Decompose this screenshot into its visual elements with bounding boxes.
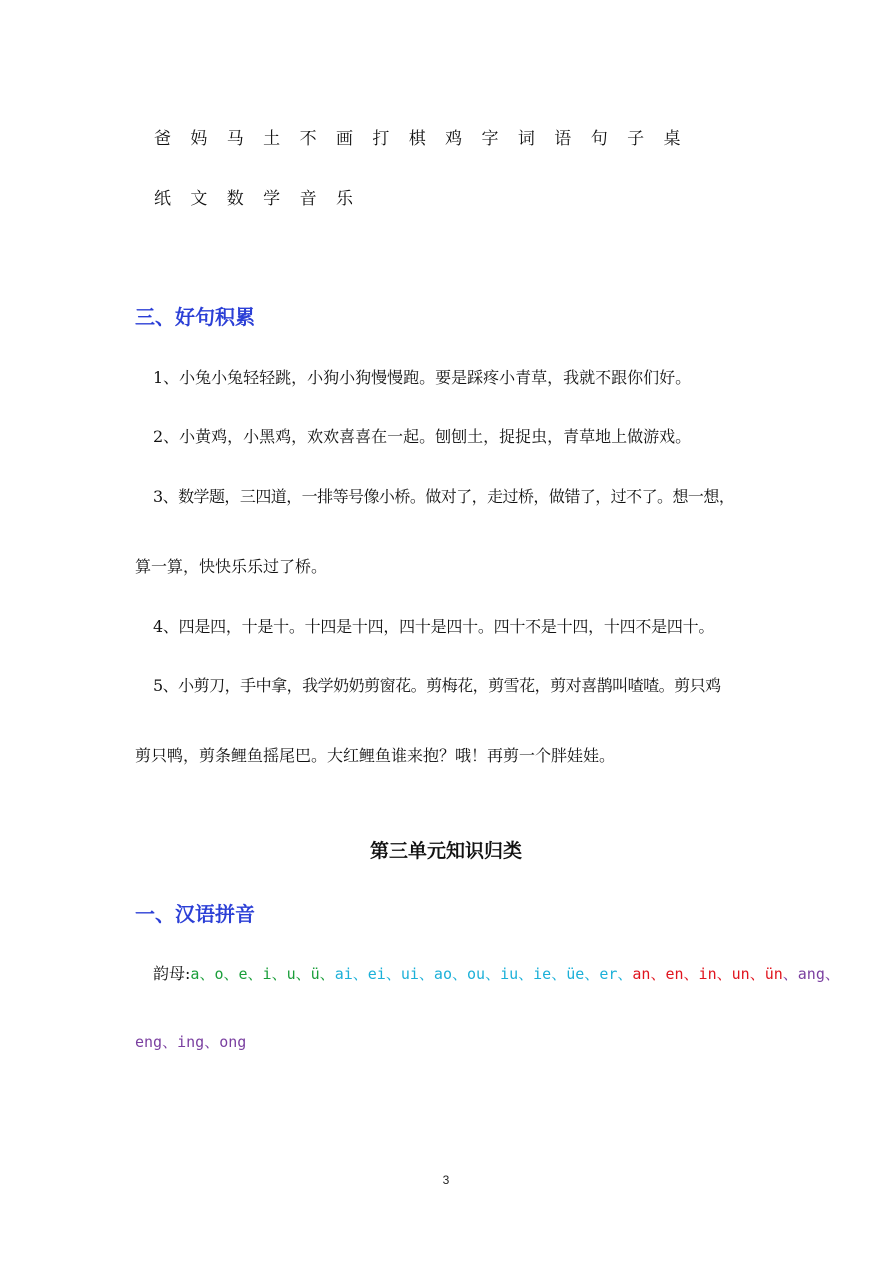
vocab-char: 土	[263, 129, 281, 149]
separator: 、	[782, 965, 798, 983]
final-syllable: un	[731, 965, 750, 983]
vocab-char: 棋	[408, 129, 426, 149]
final-syllable: ang	[797, 965, 825, 983]
separator: 、	[418, 965, 434, 983]
vocab-char: 马	[226, 129, 244, 149]
vocab-char: 数	[226, 189, 244, 209]
vocab-char: 语	[554, 129, 572, 149]
page-number: 3	[442, 1173, 450, 1187]
finals-list-cont	[135, 1032, 246, 1051]
vocab-char: 鸡	[445, 129, 463, 149]
final-syllable: en	[665, 965, 684, 983]
pinyin-line-2	[135, 1031, 246, 1052]
final-syllable: e	[238, 965, 248, 983]
final-syllable: iu	[500, 965, 519, 983]
final-syllable: in	[698, 965, 717, 983]
vocab-char: 字	[481, 129, 499, 149]
final-syllable: a	[190, 965, 200, 983]
vocab-char: 音	[299, 189, 317, 209]
vocab-char: 学	[263, 189, 281, 209]
final-syllable: an	[632, 965, 651, 983]
final-syllable: ie	[533, 965, 552, 983]
final-syllable: ing	[177, 1033, 205, 1051]
separator: 、	[204, 1033, 220, 1051]
separator: 、	[824, 965, 840, 983]
vocab-char: 打	[372, 129, 390, 149]
separator: 、	[650, 965, 666, 983]
separator: 、	[551, 965, 567, 983]
vocab-char: 爸	[154, 129, 171, 149]
separator: 、	[451, 965, 467, 983]
final-syllable: ou	[467, 965, 486, 983]
final-syllable: o	[214, 965, 224, 983]
vocab-char: 妈	[190, 129, 208, 149]
char-row-1	[154, 124, 700, 149]
vocab-char: 子	[627, 129, 645, 149]
separator: 、	[247, 965, 263, 983]
separator: 、	[385, 965, 401, 983]
final-syllable: i	[262, 965, 272, 983]
sentence-5-cont: 剪只鸭，剪条鲤鱼摇尾巴。大红鲤鱼谁来抱？哦！再剪一个胖娃娃。	[135, 746, 616, 765]
sentence-1: 1、小兔小兔轻轻跳，小狗小狗慢慢跑。要是踩疼小青草，我就不跟你们好。	[153, 368, 692, 387]
final-syllable: üe	[566, 965, 585, 983]
final-syllable: u	[286, 965, 296, 983]
final-syllable: ei	[367, 965, 386, 983]
vocab-char: 桌	[663, 129, 681, 149]
char-row-2	[154, 184, 372, 209]
final-syllable: ao	[433, 965, 452, 983]
sentence-2: 2、小黄鸡，小黑鸡，欢欢喜喜在一起。刨刨土，捉捉虫，青草地上做游戏。	[153, 427, 692, 446]
final-syllable: ai	[334, 965, 353, 983]
final-syllable: er	[599, 965, 618, 983]
separator: 、	[716, 965, 732, 983]
final-syllable: ong	[219, 1033, 247, 1051]
sentence-5: 5、小剪刀，手中拿，我学奶奶剪窗花。剪梅花，剪雪花，剪对喜鹊叫喳喳。剪只鸡	[153, 676, 721, 695]
separator: 、	[352, 965, 368, 983]
finals-label: 韵母:	[153, 964, 191, 983]
separator: 、	[485, 965, 501, 983]
separator: 、	[683, 965, 699, 983]
sentence-3: 3、数学题，三四道，一排等号像小桥。做对了，走过桥，做错了，过不了。想一想，	[153, 487, 735, 506]
separator: 、	[584, 965, 600, 983]
separator: 、	[749, 965, 765, 983]
separator: 、	[295, 965, 311, 983]
separator: 、	[223, 965, 239, 983]
final-syllable: ü	[310, 965, 320, 983]
vocab-char: 画	[335, 129, 353, 149]
final-syllable: ün	[764, 965, 783, 983]
vocab-char: 词	[517, 129, 535, 149]
sentence-3-cont: 算一算，快快乐乐过了桥。	[135, 557, 328, 576]
vocab-char: 文	[190, 189, 208, 209]
separator: 、	[271, 965, 287, 983]
finals-list	[190, 964, 839, 983]
section-heading-pinyin: 一、汉语拼音	[135, 902, 255, 926]
pinyin-line-1	[153, 961, 840, 984]
final-syllable: eng	[135, 1033, 163, 1051]
separator: 、	[162, 1033, 178, 1051]
unit-title: 第三单元知识归类	[369, 840, 522, 862]
section-heading-sentences: 三、好句积累	[135, 305, 255, 329]
vocab-char: 乐	[335, 189, 353, 209]
vocab-char: 纸	[154, 189, 171, 209]
separator: 、	[617, 965, 633, 983]
vocab-char: 不	[299, 129, 317, 149]
separator: 、	[319, 965, 335, 983]
final-syllable: ui	[400, 965, 419, 983]
vocab-char: 句	[590, 129, 608, 149]
separator: 、	[518, 965, 534, 983]
sentence-4: 4、四是四，十是十。十四是十四，四十是四十。四十不是十四，十四不是四十。	[153, 617, 715, 636]
separator: 、	[199, 965, 215, 983]
